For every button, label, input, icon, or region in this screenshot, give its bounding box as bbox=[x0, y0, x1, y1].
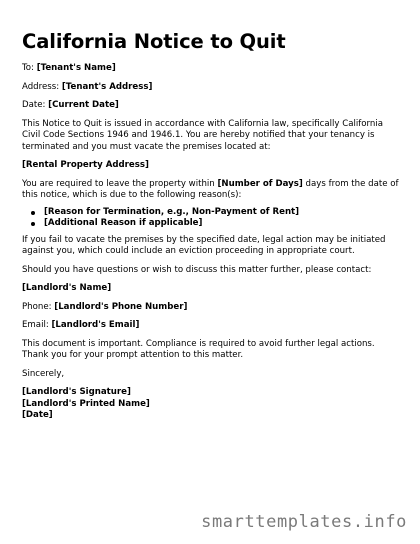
to-line bbox=[22, 63, 400, 75]
signature-block bbox=[22, 387, 400, 422]
document-page bbox=[22, 0, 400, 422]
document-title: California Notice to Quit bbox=[22, 30, 286, 53]
closing-paragraph: This document is important. Compliance is required to avoid further legal actions. Thank you for your prompt attention to this matter. bbox=[22, 338, 375, 360]
phone-line bbox=[22, 302, 400, 314]
phone-label: Phone: bbox=[22, 301, 52, 312]
date-line bbox=[22, 100, 400, 112]
landlord-signature: [Landlord's Signature] bbox=[22, 387, 131, 397]
current-date: [Current Date] bbox=[48, 100, 119, 110]
landlord-name: [Landlord's Name] bbox=[22, 283, 112, 293]
landlord-printed-name: [Landlord's Printed Name] bbox=[22, 398, 150, 409]
leave-text-before: You are required to leave the property within bbox=[22, 178, 218, 189]
tenant-name: [Tenant's Name] bbox=[36, 63, 116, 73]
date-label: Date: bbox=[22, 100, 46, 110]
address-line bbox=[22, 82, 400, 94]
leave-text-after: days from the date of this notice, which is due to the following reason(s): bbox=[22, 178, 399, 200]
landlord-email: [Landlord's Email] bbox=[51, 320, 140, 330]
tenant-address: [Tenant's Address] bbox=[61, 81, 153, 92]
contact-paragraph: Should you have questions or wish to discuss this matter further, please contact: bbox=[22, 264, 372, 275]
signature-date: [Date] bbox=[22, 410, 53, 420]
sign-off: Sincerely, bbox=[22, 368, 65, 379]
to-label: To: bbox=[22, 63, 34, 73]
address-label: Address: bbox=[22, 81, 60, 92]
reasons-list bbox=[22, 207, 400, 230]
fail-paragraph: If you fail to vacate the premises by the specified date, legal action may be initiated against you, which could include an eviction proceeding in appropriate court. bbox=[22, 234, 386, 256]
intro-paragraph: This Notice to Quit is issued in accordance with California law, specifically California Civil Code Sections 1946 and 1946.1. You are hereby notified that your tenancy is terminated and you must vacate the premises located at: bbox=[22, 118, 384, 152]
number-of-days: [Number of Days] bbox=[217, 178, 303, 189]
reason-item: [Reason for Termination, e.g., Non-Payment of Rent] bbox=[22, 207, 400, 219]
reason-item: [Additional Reason if applicable] bbox=[22, 218, 400, 230]
property-address: [Rental Property Address] bbox=[22, 160, 149, 170]
email-line bbox=[22, 320, 400, 332]
leave-paragraph bbox=[22, 179, 400, 202]
site-watermark: smarttemplates.info bbox=[201, 512, 407, 532]
landlord-phone: [Landlord's Phone Number] bbox=[54, 301, 188, 312]
email-label: Email: bbox=[22, 320, 49, 330]
